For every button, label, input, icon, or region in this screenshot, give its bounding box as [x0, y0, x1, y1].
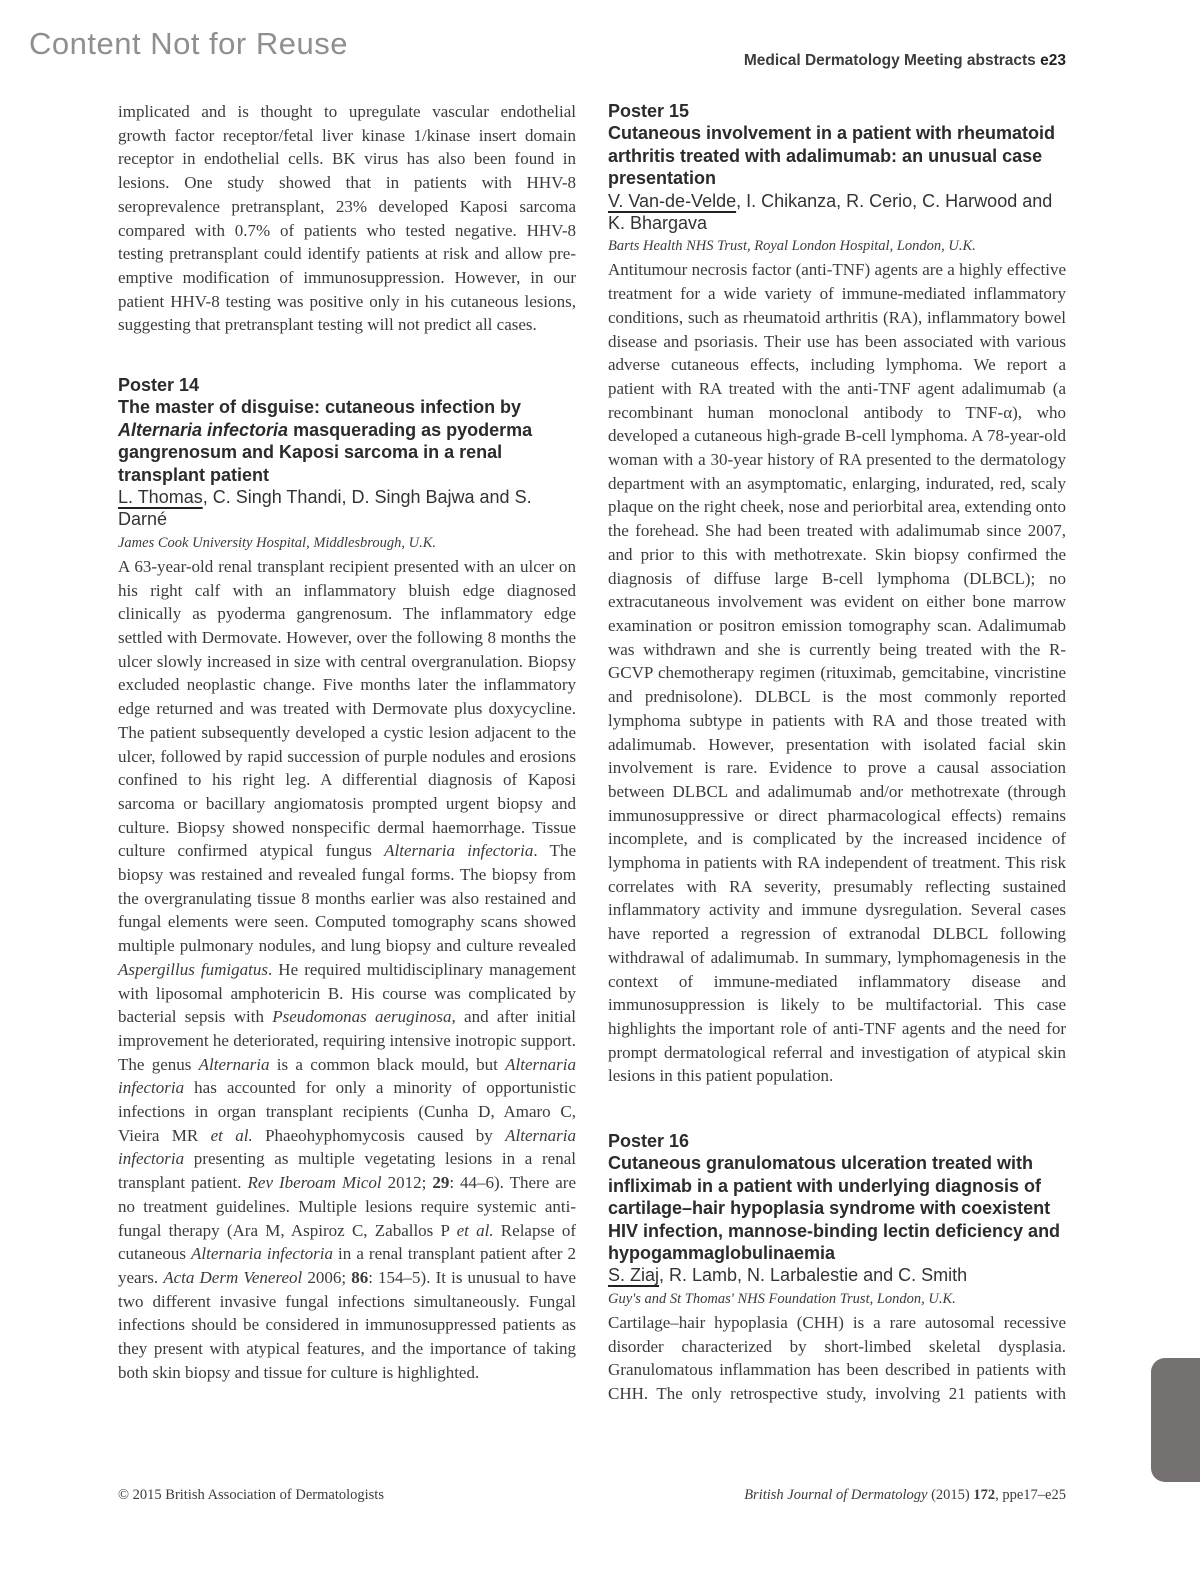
poster-14-authors: L. Thomas, C. Singh Thandi, D. Singh Bajwa and S. Darné — [118, 487, 532, 530]
poster-14-label: Poster 14 — [118, 375, 200, 396]
poster-16-title: Cutaneous granulomatous ulceration treated with infliximab in a patient with underlying diagnosis of cartilage–hair hypoplasia syndrome with coexistent HIV infection, mannose-binding lectin deficiency and hypogammaglobulinaemia — [608, 1153, 1061, 1264]
copyright-text: © 2015 British Association of Dermatologists — [118, 1487, 384, 1503]
poster-15-label: Poster 15 — [608, 101, 690, 121]
left-column — [118, 100, 576, 1384]
poster-15-body: Antitumour necrosis factor (anti-TNF) agents are a highly effective treatment for a wide variety of immune-mediated inflammatory conditions, such as rheumatoid arthritis (RA), inflammatory bowel disease and psoriasis. Their use has been associated with various adverse cutaneous effects, including lymphoma. We report a patient with RA treated with the anti-TNF agent adalimumab (a recombinant human monoclonal antibody to TNF-α), who developed a cutaneous high-grade B-cell lymphoma. A 78-year-old woman with a 30-year history of RA presented to the dermatology department with an asymptomatic, enlarging, indurated, red, scaly plaque on the right cheek, nose and periorbital area, extending onto the forehead. She had been treated with adalimumab since 2007, and prior to this with methotrexate. Skin biopsy confirmed the diagnosis of diffuse large B-cell lymphoma (DLBCL); no extracutaneous involvement was evident on either bone marrow examination or positron emission tomography scan. Adalimumab was withdrawn and she is currently being treated with the R-GCVP chemotherapy regimen (rituximab, gemcitabine, vincristine and prednisolone). DLBCL is the most commonly reported lymphoma subtype in patients with RA and those treated with adalimumab. However, presentation with isolated facial skin involvement is rare. Evidence to prove a causal association between DLBCL and adalimumab and/or methotrexate (through immunosuppressive or direct pharmacological effects) remains incomplete, and is complicated by the increased incidence of lymphoma in patients with RA independent of treatment. This risk correlates with RA severity, presumably reflecting sustained inflammatory activity and immune dysregulation. Several cases have reported a regression of extranodal DLBCL following withdrawal of adalimumab. In summary, lymphomagenesis in the context of immune-mediated inflammatory disease and immunosuppression is likely to be multifactorial. This case highlights the important role of anti-TNF agents and the need for prompt dermatological referral and investigation of atypical skin lesions in this patient population. — [608, 260, 1066, 1086]
running-head — [608, 52, 1066, 70]
running-head-label: Medical Dermatology Meeting abstracts — [743, 52, 1041, 69]
poster-16-label: Poster 16 — [608, 1131, 690, 1152]
abstract-continuation-paragraph: implicated and is thought to upregulate vascular endothelial growth factor receptor/fetal liver kinase 1/kinase insert domain receptor in endothelial cells. BK virus has also been found in lesions. One study showed that in patients with HHV-8 seroprevalence pretransplant, 23% developed Kaposi sarcoma compared with 0.7% of patients who tested negative. HHV-8 testing pretransplant could identify patients at risk and allow pre-emptive modification of immunosuppression. However, in our patient HHV-8 testing was positive only in his cutaneous lesions, suggesting that pretransplant testing will not predict all cases. — [118, 102, 576, 335]
page-number: e23 — [1040, 52, 1066, 69]
right-column — [608, 100, 1066, 1406]
poster-16-body: Cartilage–hair hypoplasia (CHH) is a rare autosomal recessive disorder characterized by short-limbed skeletal dysplasia. Granulomatous inflammation has been described in patients with CHH. The only retrospective study, involving 21 patients with — [608, 1312, 1066, 1403]
poster-16-section — [608, 1130, 1066, 1406]
journal-citation: British Journal of Dermatology (2015) 172, ppe17–e25 — [744, 1487, 1066, 1503]
poster-14-affiliation: James Cook University Hospital, Middlesbrough, U.K. — [118, 534, 437, 551]
watermark-text: Content Not for Reuse — [29, 26, 348, 61]
poster-15-authors: V. Van-de-Velde, I. Chikanza, R. Cerio, C. Harwood and K. Bhargava — [608, 190, 1053, 234]
poster-16-affiliation: Guy's and St Thomas' NHS Foundation Trust, London, U.K. — [608, 1290, 956, 1307]
poster-14-section — [118, 374, 576, 1384]
poster-15-affiliation: Barts Health NHS Trust, Royal London Hospital, London, U.K. — [608, 238, 976, 255]
poster-15-section — [608, 100, 1066, 1088]
poster-14-body: A 63-year-old renal transplant recipient presented with an ulcer on his right calf with an inflammatory bluish edge diagnosed clinically as pyoderma gangrenosum. The inflammatory edge settled with Dermovate. However, over the following 8 months the ulcer slowly increased in size with central overgranulation. Biopsy excluded neoplastic change. Five months later the inflammatory edge returned and was treated with Dermovate plus doxycycline. The patient subsequently developed a cystic lesion adjacent to the ulcer, followed by rapid succession of purple nodules and erosions confined to his right leg. A differential diagnosis of Kaposi sarcoma or bacillary angiomatosis prompted urgent biopsy and culture. Biopsy showed nonspecific dermal haemorrhage. Tissue culture confirmed atypical fungus Alternaria infectoria. The biopsy was restained and revealed fungal forms. The biopsy from the overgranulating tissue 8 months earlier was also restained and fungal elements were seen. Computed tomography scans showed multiple pulmonary nodules, and lung biopsy and culture revealed Aspergillus fumigatus. He required multidisciplinary management with liposomal amphotericin B. His course was complicated by bacterial sepsis with Pseudomonas aeruginosa, and after initial improvement he deteriorated, requiring intensive inotropic support. The genus Alternaria is a common black mould, but Alternaria infectoria has accounted for only a minority of opportunistic infections in organ transplant recipients (Cunha D, Amaro C, Vieira MR et al. Phaeohyphomycosis caused by Alternaria infectoria presenting as multiple vegetating lesions in a renal transplant patient. Rev Iberoam Micol 2012; 29: 44–6). There are no treatment guidelines. Multiple lesions require systemic anti-fungal therapy (Ara M, Aspiroz C, Zaballos P et al. Relapse of cutaneous Alternaria infectoria in a renal transplant patient after 2 years. Acta Derm Venereol 2006; 86: 154–5). It is unusual to have two different invasive fungal infections simultaneously. Fungal infections should be considered in immunosuppressed patients as they present with atypical features, and the importance of taking both skin biopsy and tissue for culture is highlighted. — [118, 556, 577, 1382]
scrollbar-thumb[interactable] — [1151, 1358, 1200, 1482]
poster-14-title: The master of disguise: cutaneous infection by Alternaria infectoria masquerading as pyoderma gangrenosum and Kaposi sarcoma in a renal transplant patient — [118, 397, 533, 485]
poster-15-title: Cutaneous involvement in a patient with rheumatoid arthritis treated with adalimumab: an unusual case presentation — [608, 123, 1056, 189]
poster-16-authors: S. Ziaj, R. Lamb, N. Larbalestie and C. Smith — [608, 1265, 968, 1286]
